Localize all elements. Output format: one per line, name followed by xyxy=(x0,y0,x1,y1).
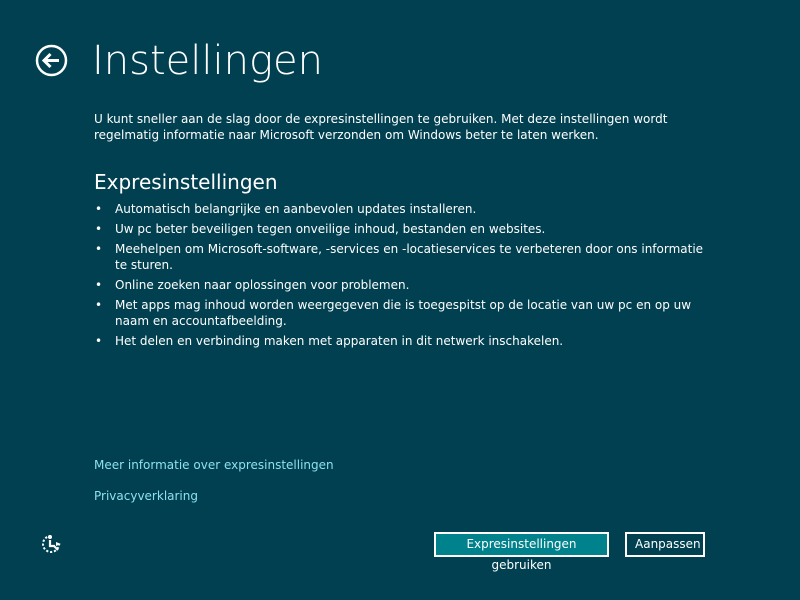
express-settings-list xyxy=(94,201,714,353)
list-item xyxy=(94,277,714,293)
list-item-text: Het delen en verbinding maken met apparaten in dit netwerk inschakelen. xyxy=(115,334,564,348)
bullet-glyph: • xyxy=(95,242,103,256)
back-arrow-circle-icon[interactable] xyxy=(35,44,68,77)
bullet-glyph: • xyxy=(95,278,103,292)
customize-button[interactable]: Aanpassen xyxy=(625,532,705,557)
bullet-glyph: • xyxy=(95,298,103,312)
express-settings-heading: Expresinstellingen xyxy=(94,170,278,194)
list-item xyxy=(94,221,714,237)
list-item xyxy=(94,333,714,349)
list-item xyxy=(94,297,714,329)
use-express-settings-button[interactable]: Expresinstellingen gebruiken xyxy=(434,532,609,557)
list-item-text: Online zoeken naar oplossingen voor problemen. xyxy=(115,278,410,292)
list-item-text: Uw pc beter beveiligen tegen onveilige inhoud, bestanden en websites. xyxy=(115,222,546,236)
list-item xyxy=(94,201,714,217)
list-item-text: Automatisch belangrijke en aanbevolen updates installeren. xyxy=(115,202,477,216)
ease-of-access-icon[interactable] xyxy=(40,533,62,555)
bullet-glyph: • xyxy=(95,222,103,236)
bullet-glyph: • xyxy=(95,334,103,348)
list-item-text: Meehelpen om Microsoft-software, -services en -locatieservices te verbeteren door ons informatie te sturen. xyxy=(115,242,704,272)
list-item xyxy=(94,241,714,273)
privacy-link[interactable]: Privacyverklaring xyxy=(94,489,198,503)
intro-text: U kunt sneller aan de slag door de expresinstellingen te gebruiken. Met deze instellingen wordt regelmatig informatie naar Microsoft verzonden om Windows beter te laten werken. xyxy=(94,112,668,142)
page-title: Instellingen xyxy=(92,38,323,84)
list-item-text: Met apps mag inhoud worden weergegeven die is toegespitst op de locatie van uw pc en op uw naam en accountafbeelding. xyxy=(115,298,692,328)
more-info-link[interactable]: Meer informatie over expresinstellingen xyxy=(94,458,334,472)
bullet-glyph: • xyxy=(95,202,103,216)
